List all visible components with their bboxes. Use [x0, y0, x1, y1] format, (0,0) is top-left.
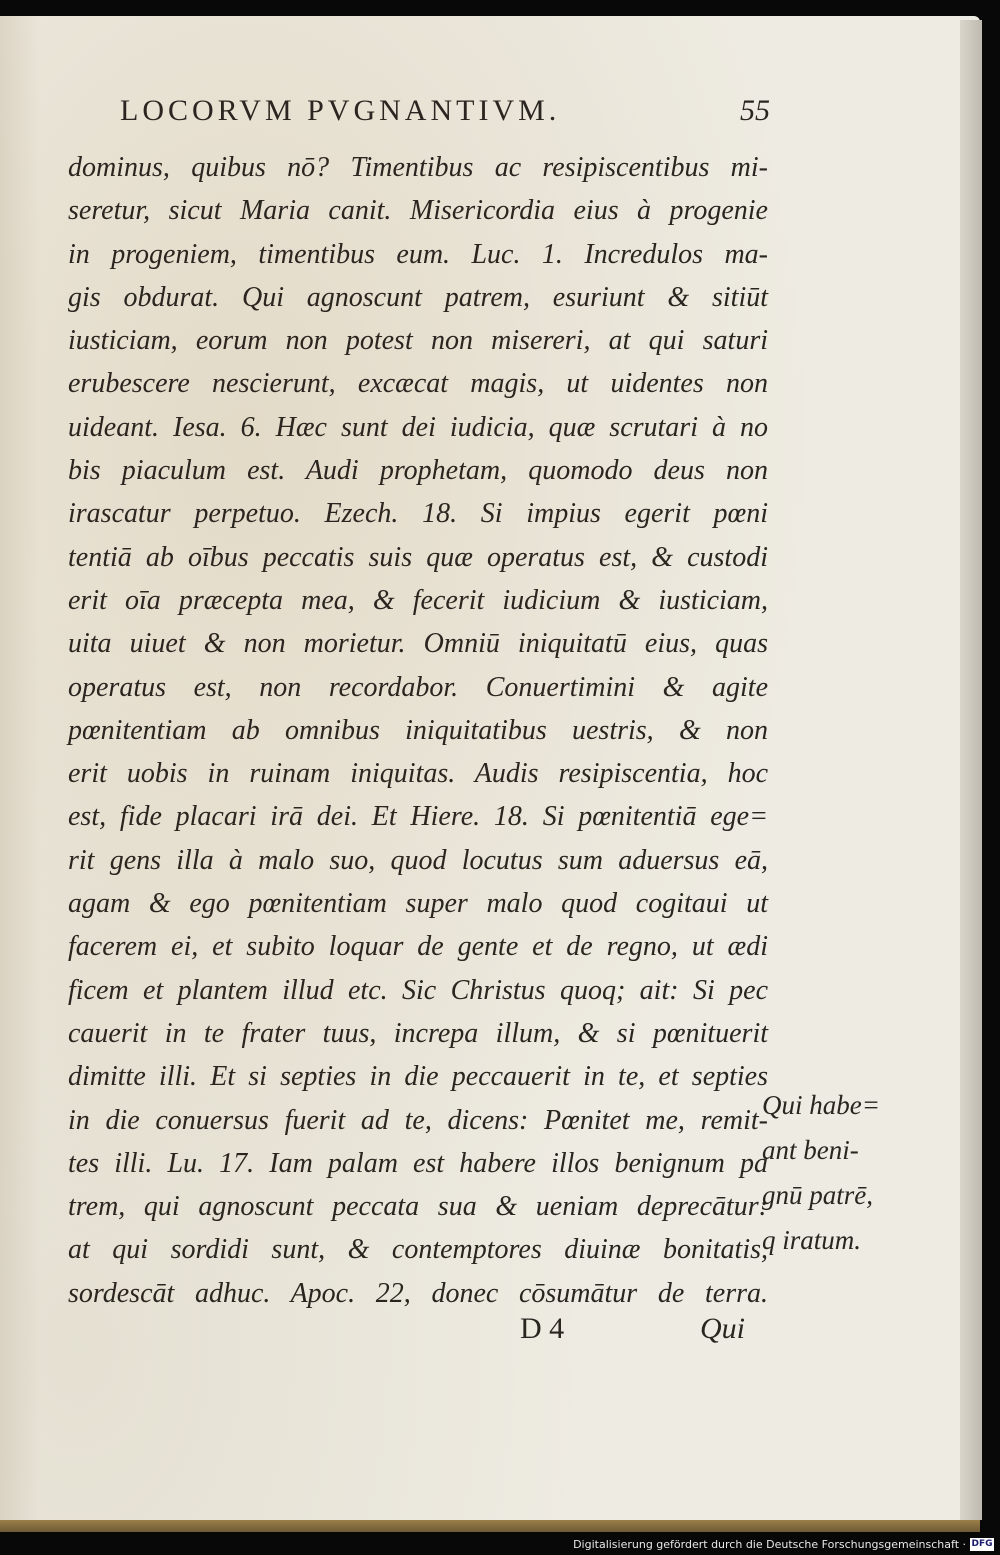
text-line: pœnitentiam ab omnibus iniquitatibus uestris, & non — [68, 714, 768, 746]
marginal-note-line: gnū patrē, — [762, 1180, 873, 1210]
running-title: LOCORVM PVGNANTIVM. — [120, 94, 561, 127]
text-line: sordescāt adhuc. Apoc. 22, donec cōsumātur de terra. — [68, 1277, 768, 1309]
text-line: uita uiuet & non morietur. Omniū iniquitatū eius, quas — [68, 628, 768, 660]
text-line: trem, qui agnoscunt peccata sua & ueniam deprecātur: — [68, 1191, 768, 1223]
marginal-note-line: Qui habe= — [762, 1090, 880, 1120]
text-line: cauerit in te frater tuus, increpa illum, & si pœnituerit — [68, 1017, 768, 1049]
text-line: gis obdurat. Qui agnoscunt patrem, esuriunt & sitiūt — [68, 281, 768, 313]
text-line: irascatur perpetuo. Ezech. 18. Si impius egerit pœni — [68, 498, 768, 530]
marginal-note — [762, 1083, 912, 1263]
text-line: bis piaculum est. Audi prophetam, quomodo deus non — [68, 455, 768, 487]
text-line: tes illi. Lu. 17. Iam palam est habere illos benignum pa — [68, 1147, 768, 1179]
page-fore-edge — [960, 20, 982, 1520]
text-line: facerem ei, et subito loquar de gente et de regno, ut ædi — [68, 931, 768, 963]
text-line: erubescere nescierunt, excæcat magis, ut uidentes non — [68, 368, 768, 400]
dfg-logo: DFG — [971, 1539, 993, 1549]
text-line: dimitte illi. Et si septies in die peccauerit in te, et septies — [68, 1061, 768, 1093]
page-bottom-edge — [0, 1520, 980, 1532]
signature-mark: D 4 — [520, 1312, 565, 1345]
text-line: in progeniem, timentibus eum. Luc. 1. Incredulos ma- — [68, 238, 768, 270]
text-line: seretur, sicut Maria canit. Misericordia eius à progenie — [68, 195, 768, 227]
text-line: uideant. Iesa. 6. Hæc sunt dei iudicia, quæ scrutari à no — [68, 411, 768, 443]
text-line: iusticiam, eorum non potest non misereri, at qui saturi — [68, 325, 768, 357]
text-line: erit uobis in ruinam iniquitas. Audis resipiscentia, hoc — [68, 758, 768, 790]
page-number: 55 — [740, 94, 770, 127]
text-line: rit gens illa à malo suo, quod locutus sum aduersus eā, — [68, 844, 768, 876]
text-line: agam & ego pœnitentiam super malo quod cogitaui ut — [68, 888, 768, 920]
text-line: ficem et plantem illud etc. Sic Christus quoq; ait: Si pec — [68, 974, 768, 1006]
catchword: Qui — [700, 1312, 745, 1345]
body-text — [68, 146, 768, 1315]
text-line: in die conuersus fuerit ad te, dicens: Pœnitet me, remit- — [68, 1104, 768, 1136]
text-line: tentiā ab oībus peccatis suis quæ operatus est, & custodi — [68, 541, 768, 573]
text-line: est, fide placari irā dei. Et Hiere. 18. Si pœnitentiā ege= — [68, 801, 768, 833]
running-head — [120, 94, 770, 134]
text-line: at qui sordidi sunt, & contemptores diuinæ bonitatis, — [68, 1234, 768, 1266]
text-line: erit oīa præcepta mea, & fecerit iudicium & iusticiam, — [68, 584, 768, 616]
marginal-note-line: q iratum. — [762, 1225, 862, 1255]
text-line: dominus, quibus nō? Timentibus ac resipiscentibus mi- — [68, 152, 768, 183]
marginal-note-line: ant beni- — [762, 1135, 859, 1165]
digitization-credit: Digitalisierung gefördert durch die Deutsche Forschungsgemeinschaft · — [573, 1538, 966, 1551]
text-line: operatus est, non recordabor. Conuertimini & agite — [68, 671, 768, 703]
